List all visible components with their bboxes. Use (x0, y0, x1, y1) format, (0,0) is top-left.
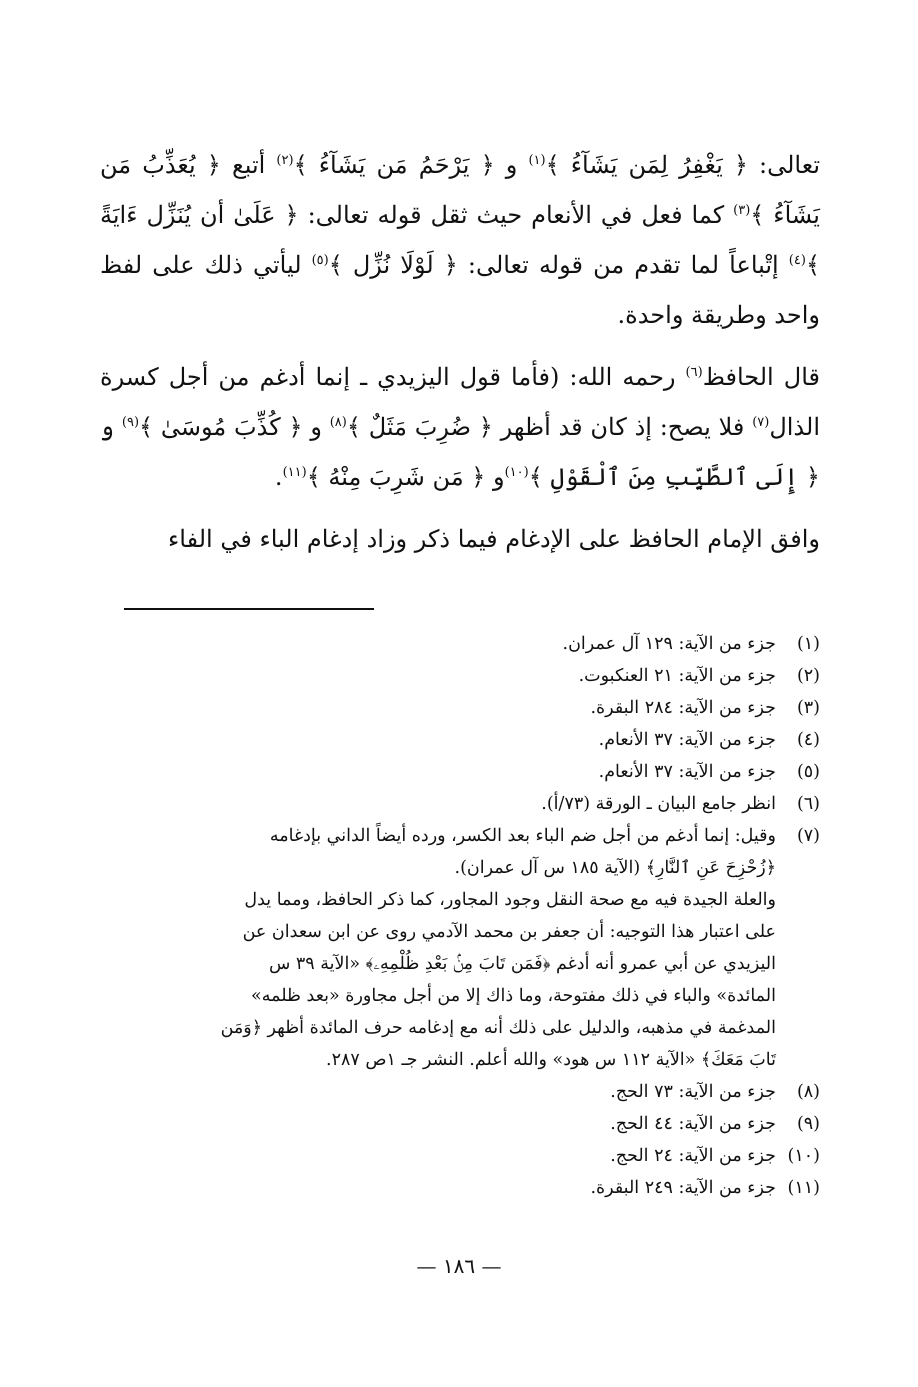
footnote-text: جزء من الآية: ١٢٩ آل عمران. (562, 634, 776, 654)
footnote-text: جزء من الآية: ٢٨٤ البقرة. (590, 698, 776, 718)
footnote-text: جزء من الآية: ٢٤٩ البقرة. (590, 1178, 776, 1198)
text-run: ليأتي ذلك على لفظ واحد وطريقة واحدة. (100, 251, 820, 329)
footnote (100, 820, 820, 1076)
paragraph-3: وافق الإمام الحافظ على الإدغام فيما ذكر وزاد إدغام الباء في الفاء (167, 525, 820, 553)
text-run: و ﴿ مَن شَرِبَ مِنْهُ ﴾ (306, 463, 505, 491)
footnote-text: جزء من الآية: ٣٧ الأنعام. (598, 730, 776, 750)
footnote (100, 724, 820, 756)
footnote-ref: (٦) (685, 365, 703, 380)
footnote (100, 692, 820, 724)
footnote-number: (٩) (796, 1114, 820, 1134)
footnote-ref: (٩) (121, 415, 140, 430)
text-run: كما فعل في الأنعام حيث ثقل قوله تعالى: ﴿ عَلَىٰ أن يُنَزِّل ءَايَةً ﴾ (100, 201, 820, 279)
footnote (100, 628, 820, 660)
footnote-divider-wrap (100, 608, 820, 610)
footnote-line: على اعتبار هذا التوجيه: أن جعفر بن محمد الآدمي روى عن ابن سعدان عن (242, 922, 776, 942)
footnote (100, 1172, 820, 1204)
footnote-divider (124, 608, 374, 610)
footnote-ref: (١) (528, 153, 546, 168)
footnote-ref: (٢) (276, 153, 294, 168)
footnote-number: (١) (796, 634, 820, 654)
paragraph-2 (100, 352, 820, 502)
footnote-line: والعلة الجيدة فيه مع صحة النقل وجود المجاور، كما ذكر الحافظ، ومما يدل (244, 890, 776, 910)
footnote-ref: (٨) (329, 415, 347, 430)
footnote (100, 1108, 820, 1140)
footnote-ref: (٣) (733, 203, 751, 218)
text-run: قال الحافظ (702, 363, 820, 391)
footnote-ref: (١١) (282, 465, 307, 480)
footnote-line: المائدة» والباء في ذلك مفتوحة، وما ذاك إلا من أجل مجاورة «بعد ظلمه» (251, 986, 776, 1006)
page-number: — ١٨٦ — (416, 1254, 502, 1278)
text-run: إتْباعاً لما تقدم من قوله تعالى: ﴿ لَوْلَا نُزِّل ﴾ (328, 251, 789, 279)
footnote (100, 756, 820, 788)
footnote-text: جزء من الآية: ٤٤ الحج. (610, 1114, 776, 1134)
footnote-ref: (١٠) (504, 465, 529, 480)
text-run: و ﴿ كُذِّبَ مُوسَىٰ ﴾ (139, 413, 330, 441)
footnote-number: (٣) (796, 698, 820, 718)
footnote-number: (٢) (796, 666, 820, 686)
text-run: و ﴿ إِلَى ٱلطَّيِّبِ مِنَ ٱلْقَوْلِ ﴾ (100, 413, 820, 491)
footnote-text: جزء من الآية: ٢١ العنكبوت. (578, 666, 776, 686)
footnote (100, 788, 820, 820)
footnote (100, 1076, 820, 1108)
footnote-line: وقيل: إنما أدغم من أجل ضم الباء بعد الكسر، ورده أيضاً الداني بإدغامه (269, 826, 776, 846)
footnote-number: (٤) (796, 730, 820, 750)
footnote (100, 1140, 820, 1172)
text-run: و ﴿ يَرْحَمُ مَن يَشَآءُ ﴾ (293, 151, 529, 179)
footnote-ref: (٥) (311, 253, 329, 268)
text-run: . (274, 463, 283, 491)
footnote-text: جزء من الآية: ٧٣ الحج. (610, 1082, 776, 1102)
footnote-text: انظر جامع البيان ـ الورقة (٧٣/أ). (541, 794, 776, 814)
footnote-number: (١١) (787, 1178, 820, 1198)
paragraph-1 (100, 140, 820, 340)
footnote-ref: (٤) (788, 253, 806, 268)
footnote-number: (٨) (796, 1082, 820, 1102)
footnote-text (100, 820, 776, 1076)
main-text (100, 140, 820, 564)
footnote-text: جزء من الآية: ٢٤ الحج. (610, 1146, 776, 1166)
footnote-line: تَابَ مَعَكَ﴾ «الآية ١١٢ س هود» والله أعلم. النشر جـ ١ص ٢٨٧. (325, 1050, 776, 1070)
footnote-number: (١٠) (787, 1146, 820, 1166)
footnote-text: جزء من الآية: ٣٧ الأنعام. (598, 762, 776, 782)
footnote-number: (٥) (796, 762, 820, 782)
footnotes (100, 628, 820, 1204)
text-run: رحمه الله: (فأما قول اليزيدي ـ إنما أدغم من أجل كسرة الذال (100, 363, 821, 441)
footnote-ref: (٧) (752, 415, 770, 430)
footnote-line: المدغمة في مذهبه، والدليل على ذلك أنه مع إدغامه حرف المائدة أظهر ﴿وَمَن (220, 1018, 776, 1038)
footnote (100, 660, 820, 692)
text-run: تعالى: ﴿ يَغْفِرُ لِمَن يَشَآءُ ﴾ (545, 151, 821, 179)
footnote-line: ﴿زُحْزِحَ عَنِ ٱلنَّارِ﴾ (الآية ١٨٥ س آل عمران). (454, 858, 776, 878)
text-run: فلا يصح: إذ كان قد أظهر ﴿ ضُرِبَ مَثَلٌ ﴾ (346, 413, 753, 441)
footnote-line: اليزيدي عن أبي عمرو أنه أدغم ﴿فَمَن تَابَ مِنۢ بَعْدِ ظُلْمِهِۦ﴾ «الآية ٣٩ س (268, 954, 776, 974)
text-run: أتبع ﴿ يُعَذِّبُ مَن يَشَآءُ ﴾ (100, 151, 820, 229)
footnote-number: (٦) (796, 794, 820, 814)
footnote-number: (٧) (796, 826, 820, 846)
